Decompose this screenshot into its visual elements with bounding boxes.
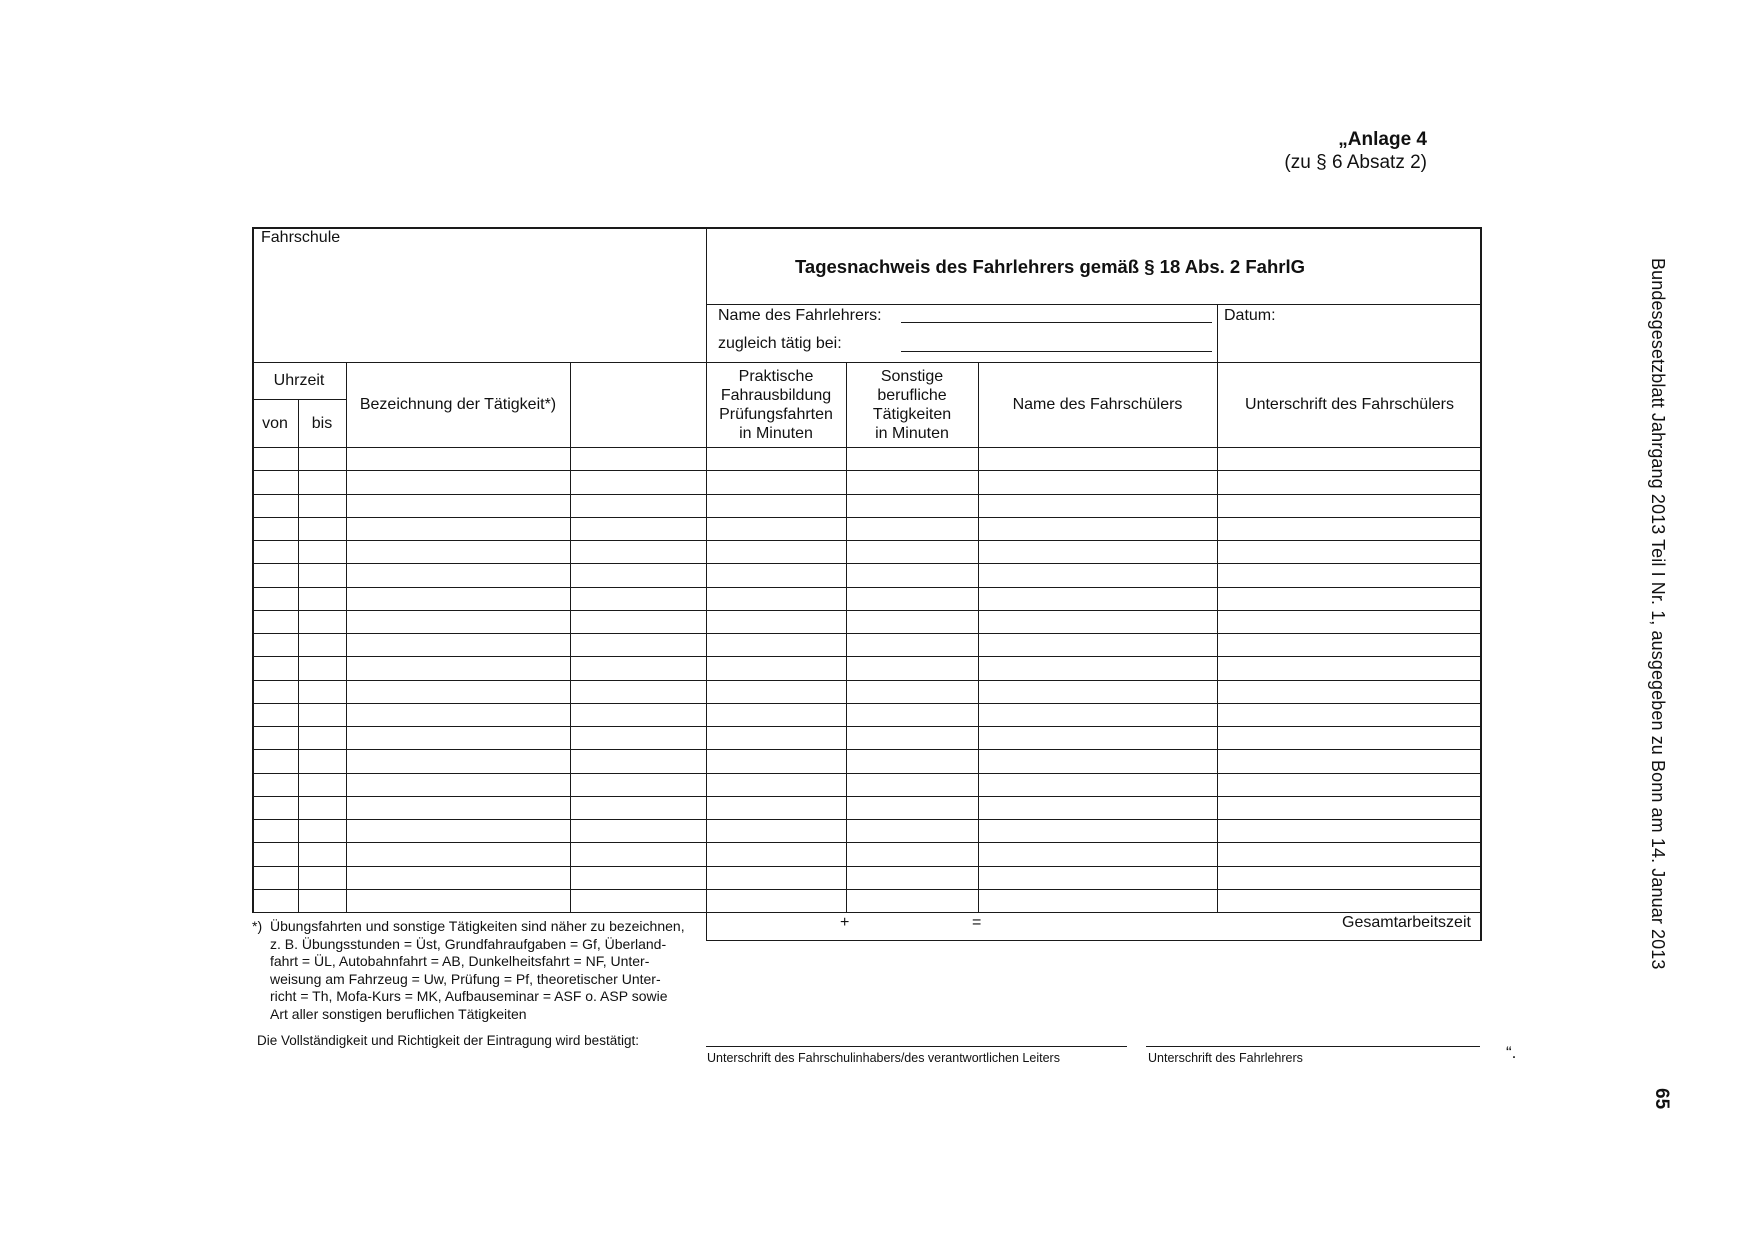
table-cell[interactable]: [980, 589, 1215, 609]
table-cell[interactable]: [848, 728, 976, 748]
table-row-line: [252, 726, 1482, 727]
footnote-line-6: Art aller sonstigen beruflichen Tätigkeiten: [270, 1005, 527, 1022]
table-cell[interactable]: [300, 682, 344, 702]
closing-quote: “.: [1506, 1043, 1517, 1062]
table-cell[interactable]: [708, 682, 844, 702]
header-sonstige: [846, 362, 978, 447]
table-cell[interactable]: [572, 542, 704, 562]
table-cell[interactable]: [1219, 751, 1480, 772]
table-cell[interactable]: [708, 705, 844, 725]
header-extra: [570, 362, 706, 447]
table-cell[interactable]: [1219, 519, 1480, 539]
header-praktische-line4: in Minuten: [739, 424, 813, 442]
table-cell[interactable]: [300, 821, 344, 841]
table-cell[interactable]: [980, 519, 1215, 539]
table-cell[interactable]: [848, 496, 976, 516]
table-cell[interactable]: [572, 751, 704, 772]
header-sonstige-line1: Sonstige: [880, 367, 944, 385]
annex-title: „Anlage 4: [1338, 129, 1427, 150]
table-cell[interactable]: [848, 589, 976, 609]
sig-fahrlehrer-field[interactable]: [1146, 1022, 1480, 1046]
header-praktische-line3: Prüfungsfahrten: [719, 405, 833, 423]
sig-inhaber-label: Unterschrift des Fahrschulinhabers/des verantwortlichen Leiters: [707, 1051, 1060, 1065]
table-cell[interactable]: [848, 472, 976, 493]
table-cell[interactable]: [708, 589, 844, 609]
table-row-line: [252, 889, 1482, 890]
table-cell[interactable]: [254, 891, 296, 911]
table-row-line: [252, 773, 1482, 774]
table-cell[interactable]: [1219, 449, 1480, 469]
table-row-line: [252, 912, 1482, 913]
table-cell[interactable]: [980, 449, 1215, 469]
table-cell[interactable]: [572, 519, 704, 539]
table-cell[interactable]: [300, 705, 344, 725]
table-cell[interactable]: [300, 728, 344, 748]
table-cell[interactable]: [300, 658, 344, 679]
table-cell[interactable]: [848, 798, 976, 818]
sum-plus: +: [840, 914, 850, 931]
table-cell[interactable]: [980, 565, 1215, 586]
sig-inhaber-field[interactable]: [706, 1022, 1127, 1046]
header-praktische-line2: Fahrausbildung: [720, 386, 832, 404]
table-cell[interactable]: [708, 844, 844, 865]
table-row-line: [252, 610, 1482, 611]
divider-left-right: [706, 227, 707, 940]
datum-label: Datum:: [1224, 307, 1276, 324]
table-cell[interactable]: [348, 751, 568, 772]
table-cell[interactable]: [980, 751, 1215, 772]
table-cell[interactable]: [708, 798, 844, 818]
table-cell[interactable]: [1219, 775, 1480, 795]
table-row-line: [252, 842, 1482, 843]
table-cell[interactable]: [254, 472, 296, 493]
table-cell[interactable]: [848, 519, 976, 539]
table-cell[interactable]: [572, 635, 704, 655]
table-cell[interactable]: [254, 728, 296, 748]
table-cell[interactable]: [300, 775, 344, 795]
table-cell[interactable]: [708, 519, 844, 539]
footnote-line-1: Übungsfahrten und sonstige Tätigkeiten sind näher zu bezeichnen,: [270, 918, 685, 934]
table-cell[interactable]: [254, 821, 296, 841]
table-cell[interactable]: [348, 519, 568, 539]
footnote-line-5: richt = Th, Mofa-Kurs = MK, Aufbauseminar = ASF o. ASP sowie: [270, 988, 668, 1004]
table-row-line: [252, 470, 1482, 471]
table-cell[interactable]: [254, 705, 296, 725]
table-cell[interactable]: [980, 635, 1215, 655]
name-fahrlehrer-label: Name des Fahrlehrers:: [718, 307, 882, 324]
header-bis: bis: [311, 415, 333, 432]
table-cell[interactable]: [980, 868, 1215, 888]
table-cell[interactable]: [708, 821, 844, 841]
footnote-line-2: z. B. Übungsstunden = Üst, Grundfahraufgaben = Gf, Überland-: [270, 935, 667, 952]
table-cell[interactable]: [848, 542, 976, 562]
table-cell[interactable]: [348, 705, 568, 725]
footnote-mark: *): [252, 918, 263, 934]
table-cell[interactable]: [1219, 565, 1480, 586]
confirmation-text: Die Vollständigkeit und Richtigkeit der Eintragung wird bestätigt:: [257, 1033, 639, 1048]
table-cell[interactable]: [848, 682, 976, 702]
table-cell[interactable]: [348, 682, 568, 702]
table-cell[interactable]: [848, 868, 976, 888]
table-cell[interactable]: [980, 728, 1215, 748]
sig-fahrlehrer-line: [1146, 1046, 1480, 1047]
table-cell[interactable]: [848, 821, 976, 841]
table-cell[interactable]: [300, 472, 344, 493]
table-cell[interactable]: [1219, 658, 1480, 679]
form-title: Tagesnachweis des Fahrlehrers gemäß § 18 Abs. 2 FahrlG: [795, 256, 1305, 277]
table-cell[interactable]: [348, 868, 568, 888]
table-row-line: [252, 656, 1482, 657]
table-cell[interactable]: [348, 496, 568, 516]
name-fahrlehrer-field[interactable]: [901, 304, 1212, 322]
table-cell[interactable]: [300, 589, 344, 609]
header-name-schueler: Name des Fahrschülers: [1012, 396, 1183, 413]
table-row-line: [252, 796, 1482, 797]
table-row-line: [252, 703, 1482, 704]
table-row-line: [252, 563, 1482, 564]
table-cell[interactable]: [254, 589, 296, 609]
table-cell[interactable]: [708, 868, 844, 888]
table-cell[interactable]: [708, 658, 844, 679]
zugleich-label: zugleich tätig bei:: [718, 335, 842, 352]
zugleich-line: [901, 351, 1212, 352]
table-cell[interactable]: [980, 705, 1215, 725]
table-cell[interactable]: [300, 612, 344, 632]
table-cell[interactable]: [254, 868, 296, 888]
table-cell[interactable]: [848, 635, 976, 655]
table-cell[interactable]: [300, 844, 344, 865]
table-cell[interactable]: [1219, 542, 1480, 562]
table-row-line: [252, 494, 1482, 495]
table-cell[interactable]: [254, 542, 296, 562]
table-cell[interactable]: [254, 496, 296, 516]
table-row-line: [252, 680, 1482, 681]
table-cell[interactable]: [980, 542, 1215, 562]
table-cell[interactable]: [348, 612, 568, 632]
table-cell[interactable]: [1219, 868, 1480, 888]
table-cell[interactable]: [572, 682, 704, 702]
table-cell[interactable]: [848, 775, 976, 795]
fahrschule-field[interactable]: [254, 250, 704, 360]
table-cell[interactable]: [1219, 705, 1480, 725]
table-cell[interactable]: [572, 449, 704, 469]
table-cell[interactable]: [572, 589, 704, 609]
table-cell[interactable]: [980, 472, 1215, 493]
table-cell[interactable]: [572, 775, 704, 795]
table-cell[interactable]: [1219, 821, 1480, 841]
annex-reference: (zu § 6 Absatz 2): [1284, 152, 1427, 173]
header-unterschrift-schueler: Unterschrift des Fahrschülers: [1245, 396, 1454, 413]
table-cell[interactable]: [980, 798, 1215, 818]
table-cell[interactable]: [254, 682, 296, 702]
name-fahrlehrer-line: [901, 322, 1212, 323]
header-sonstige-line3: Tätigkeiten: [872, 405, 952, 423]
page-number: 65: [1651, 1088, 1672, 1110]
table-cell[interactable]: [1219, 472, 1480, 493]
table-cell[interactable]: [348, 658, 568, 679]
sum-praktische-field[interactable]: [708, 914, 844, 938]
header-von: von: [262, 415, 288, 432]
table-cell[interactable]: [1219, 798, 1480, 818]
table-cell[interactable]: [708, 449, 844, 469]
table-cell[interactable]: [1219, 496, 1480, 516]
table-cell[interactable]: [980, 775, 1215, 795]
table-cell[interactable]: [980, 891, 1215, 911]
table-cell[interactable]: [300, 449, 344, 469]
gazette-line: Bundesgesetzblatt Jahrgang 2013 Teil I Nr. 1, ausgegeben zu Bonn am 14. Januar 2013: [1648, 258, 1668, 970]
table-cell[interactable]: [572, 868, 704, 888]
table-cell[interactable]: [348, 844, 568, 865]
table-cell[interactable]: [980, 682, 1215, 702]
table-cell[interactable]: [572, 496, 704, 516]
header-bezeichnung: Bezeichnung der Tätigkeit*): [359, 396, 557, 413]
table-cell[interactable]: [848, 751, 976, 772]
table-cell[interactable]: [708, 751, 844, 772]
table-cell[interactable]: [300, 519, 344, 539]
table-cell[interactable]: [848, 891, 976, 911]
table-cell[interactable]: [300, 635, 344, 655]
table-cell[interactable]: [980, 821, 1215, 841]
table-cell[interactable]: [348, 798, 568, 818]
sum-sonstige-field[interactable]: [858, 914, 970, 938]
table-cell[interactable]: [348, 472, 568, 493]
table-cell[interactable]: [300, 496, 344, 516]
table-cell[interactable]: [708, 891, 844, 911]
table-cell[interactable]: [572, 472, 704, 493]
table-cell[interactable]: [254, 775, 296, 795]
header-praktische-line1: Praktische: [738, 367, 814, 385]
table-cell[interactable]: [254, 798, 296, 818]
table-cell[interactable]: [1219, 728, 1480, 748]
table-cell[interactable]: [348, 449, 568, 469]
table-cell[interactable]: [254, 449, 296, 469]
table-cell[interactable]: [254, 635, 296, 655]
table-cell[interactable]: [348, 589, 568, 609]
table-cell[interactable]: [254, 612, 296, 632]
table-cell[interactable]: [848, 612, 976, 632]
table-cell[interactable]: [848, 449, 976, 469]
table-row-line: [252, 587, 1482, 588]
header-praktische: [706, 362, 846, 447]
table-cell[interactable]: [572, 821, 704, 841]
header-uhrzeit: Uhrzeit: [273, 372, 325, 389]
zugleich-field[interactable]: [901, 333, 1212, 351]
table-cell[interactable]: [708, 635, 844, 655]
table-cell[interactable]: [980, 658, 1215, 679]
header-sonstige-line2: berufliche: [877, 386, 947, 404]
gesamtarbeitszeit-label: Gesamtarbeitszeit: [1342, 914, 1471, 931]
table-cell[interactable]: [1219, 635, 1480, 655]
table-cell[interactable]: [848, 565, 976, 586]
header-row-bottom: [252, 447, 1482, 448]
datum-field[interactable]: [1290, 306, 1475, 356]
table-cell[interactable]: [254, 658, 296, 679]
table-cell[interactable]: [348, 821, 568, 841]
table-cell[interactable]: [348, 542, 568, 562]
table-row-line: [252, 749, 1482, 750]
table-cell[interactable]: [300, 565, 344, 586]
table-cell[interactable]: [348, 565, 568, 586]
table-cell[interactable]: [254, 844, 296, 865]
table-cell[interactable]: [1219, 844, 1480, 865]
table-cell[interactable]: [348, 891, 568, 911]
table-cell[interactable]: [848, 705, 976, 725]
table-cell[interactable]: [254, 519, 296, 539]
sum-gesamt-field[interactable]: [990, 914, 1330, 938]
sig-fahrlehrer-label: Unterschrift des Fahrlehrers: [1148, 1051, 1303, 1065]
table-cell[interactable]: [708, 728, 844, 748]
table-cell[interactable]: [848, 658, 976, 679]
table-cell[interactable]: [348, 775, 568, 795]
table-cell[interactable]: [572, 728, 704, 748]
table-row-line: [252, 866, 1482, 867]
form-border-right: [1480, 227, 1482, 941]
table-cell[interactable]: [1219, 682, 1480, 702]
table-cell[interactable]: [254, 565, 296, 586]
table-cell[interactable]: [300, 798, 344, 818]
table-cell[interactable]: [572, 658, 704, 679]
table-cell[interactable]: [254, 751, 296, 772]
table-row-line: [252, 517, 1482, 518]
footnote-line-4: weisung am Fahrzeug = Uw, Prüfung = Pf, theoretischer Unter-: [270, 970, 661, 987]
table-cell[interactable]: [348, 635, 568, 655]
table-cell[interactable]: [300, 751, 344, 772]
table-cell[interactable]: [1219, 891, 1480, 911]
footnote: [252, 918, 702, 1023]
table-cell[interactable]: [572, 798, 704, 818]
fahrschule-label: Fahrschule: [261, 229, 341, 246]
table-cell[interactable]: [980, 844, 1215, 865]
sum-equals: =: [972, 914, 982, 931]
table-cell[interactable]: [708, 775, 844, 795]
table-cell[interactable]: [708, 496, 844, 516]
table-cell[interactable]: [572, 844, 704, 865]
table-cell[interactable]: [708, 472, 844, 493]
table-row-line: [252, 540, 1482, 541]
header-sonstige-line4: in Minuten: [875, 424, 949, 442]
table-cell[interactable]: [300, 542, 344, 562]
table-row-line: [252, 633, 1482, 634]
table-cell[interactable]: [708, 612, 844, 632]
table-cell[interactable]: [1219, 612, 1480, 632]
table-cell[interactable]: [980, 612, 1215, 632]
form-border-top: [252, 227, 1482, 229]
table-cell[interactable]: [572, 612, 704, 632]
sig-inhaber-line: [706, 1046, 1127, 1047]
table-cell[interactable]: [980, 496, 1215, 516]
table-cell[interactable]: [572, 891, 704, 911]
table-cell[interactable]: [572, 565, 704, 586]
footnote-line-3: fahrt = ÜL, Autobahnfahrt = AB, Dunkelheitsfahrt = NF, Unter-: [270, 953, 650, 969]
table-cell[interactable]: [300, 868, 344, 888]
table-cell[interactable]: [848, 844, 976, 865]
table-cell[interactable]: [1219, 589, 1480, 609]
table-row-line: [252, 819, 1482, 820]
table-cell[interactable]: [572, 705, 704, 725]
sum-row-bottom: [706, 940, 1482, 941]
table-cell[interactable]: [708, 565, 844, 586]
table-cell[interactable]: [348, 728, 568, 748]
table-cell[interactable]: [300, 891, 344, 911]
table-cell[interactable]: [708, 542, 844, 562]
